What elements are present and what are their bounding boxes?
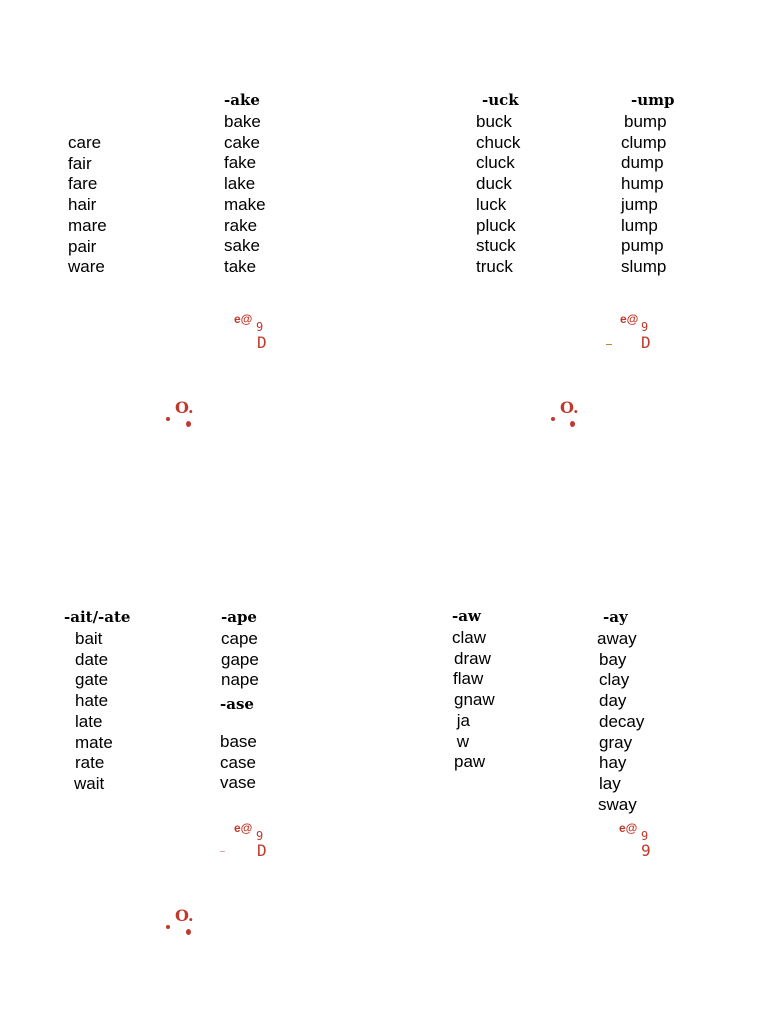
word-list-aw [452, 606, 495, 773]
word: mare [68, 215, 107, 235]
word: decay [599, 711, 645, 731]
word-list-air [68, 133, 107, 278]
mark-nine: 9 [641, 829, 649, 843]
word-list-ump [621, 90, 675, 278]
word: mate [75, 732, 113, 752]
word: lay [599, 773, 621, 793]
word-list-ake [224, 90, 266, 278]
mark-letter-d: D [257, 841, 267, 860]
word: luck [476, 194, 507, 214]
word: lake [224, 174, 256, 194]
word: lump [621, 215, 658, 235]
word: case [220, 752, 256, 772]
word: day [599, 691, 627, 711]
word: clay [599, 670, 630, 690]
word: bait [75, 629, 103, 648]
list-header: -ait/-ate [64, 608, 131, 626]
word: pluck [476, 215, 516, 235]
mark-dot [166, 417, 170, 421]
mark-letter-d: D [641, 333, 651, 352]
word-list-ape [221, 607, 259, 691]
word: claw [452, 628, 487, 647]
list-header: -ump [631, 91, 675, 109]
mark-letter-o: O. [175, 906, 194, 925]
stray-tick [220, 851, 225, 852]
mark-nine: 9 [256, 829, 264, 843]
mark-dot [186, 929, 191, 935]
word: gnaw [454, 690, 495, 710]
word: nape [221, 670, 259, 690]
word: dump [621, 153, 664, 173]
word: buck [476, 112, 512, 131]
mark-at-sign: e@ [619, 821, 638, 835]
word: bay [599, 649, 627, 669]
word: vase [220, 773, 256, 793]
word-list-uck [476, 90, 520, 278]
word: wait [74, 773, 105, 793]
word: ja [452, 710, 470, 730]
stray-tick [606, 344, 612, 345]
mark-dot [166, 925, 170, 929]
mark-nine: 9 [641, 320, 649, 334]
word: away [597, 629, 637, 648]
word: fair [68, 153, 92, 173]
word: w [452, 731, 469, 751]
mark-letter-o: O. [175, 398, 194, 417]
word: pump [621, 236, 664, 256]
word: base [220, 732, 257, 751]
mark-letter-d: D [257, 333, 267, 352]
list-header: -ake [224, 91, 260, 109]
word: slump [621, 256, 667, 276]
word: hair [68, 195, 97, 215]
word: gape [221, 649, 259, 669]
word: rate [75, 753, 105, 773]
word: hay [599, 753, 627, 773]
mark-at-sign: e@ [620, 312, 639, 326]
list-header: -ay [603, 608, 628, 626]
word: chuck [476, 132, 521, 152]
word-list-ase [220, 694, 257, 794]
mark-dot [186, 421, 191, 427]
word: sake [224, 236, 260, 256]
word-list-ait [64, 607, 130, 795]
word: truck [476, 256, 513, 276]
word: cape [221, 629, 258, 648]
mark-at-sign: e@ [234, 821, 253, 835]
word: care [68, 133, 102, 152]
word: pair [68, 236, 97, 256]
word: fare [68, 174, 98, 194]
list-header: -uck [482, 91, 519, 109]
word: hate [75, 691, 109, 711]
word: fake [224, 153, 257, 173]
word: hump [621, 174, 664, 194]
word-list-ay [597, 607, 644, 815]
word: jump [621, 194, 658, 214]
word: cluck [476, 153, 515, 173]
mark-nine: 9 [256, 320, 264, 334]
word: paw [454, 752, 486, 772]
list-header: -ase [220, 695, 254, 713]
word: stuck [476, 236, 516, 256]
word: make [224, 194, 266, 214]
list-header: -aw [452, 607, 481, 625]
mark-nine-large: 9 [641, 841, 651, 860]
word: duck [476, 174, 512, 194]
word: flaw [453, 669, 484, 689]
mark-dot [551, 417, 555, 421]
word: cake [224, 132, 260, 152]
word: take [224, 256, 257, 276]
word: rake [224, 215, 258, 235]
word: draw [454, 648, 491, 668]
word: sway [598, 794, 637, 814]
word: bake [224, 112, 261, 131]
mark-letter-o: O. [560, 398, 579, 417]
list-header: -ape [221, 608, 257, 626]
word: ware [68, 257, 105, 277]
word: gate [75, 670, 109, 690]
word: clump [621, 132, 667, 152]
word: bump [624, 112, 667, 131]
mark-dot [570, 421, 575, 427]
word: date [75, 649, 109, 669]
word: gray [599, 732, 633, 752]
word: late [75, 711, 103, 731]
mark-at-sign: e@ [234, 312, 253, 326]
